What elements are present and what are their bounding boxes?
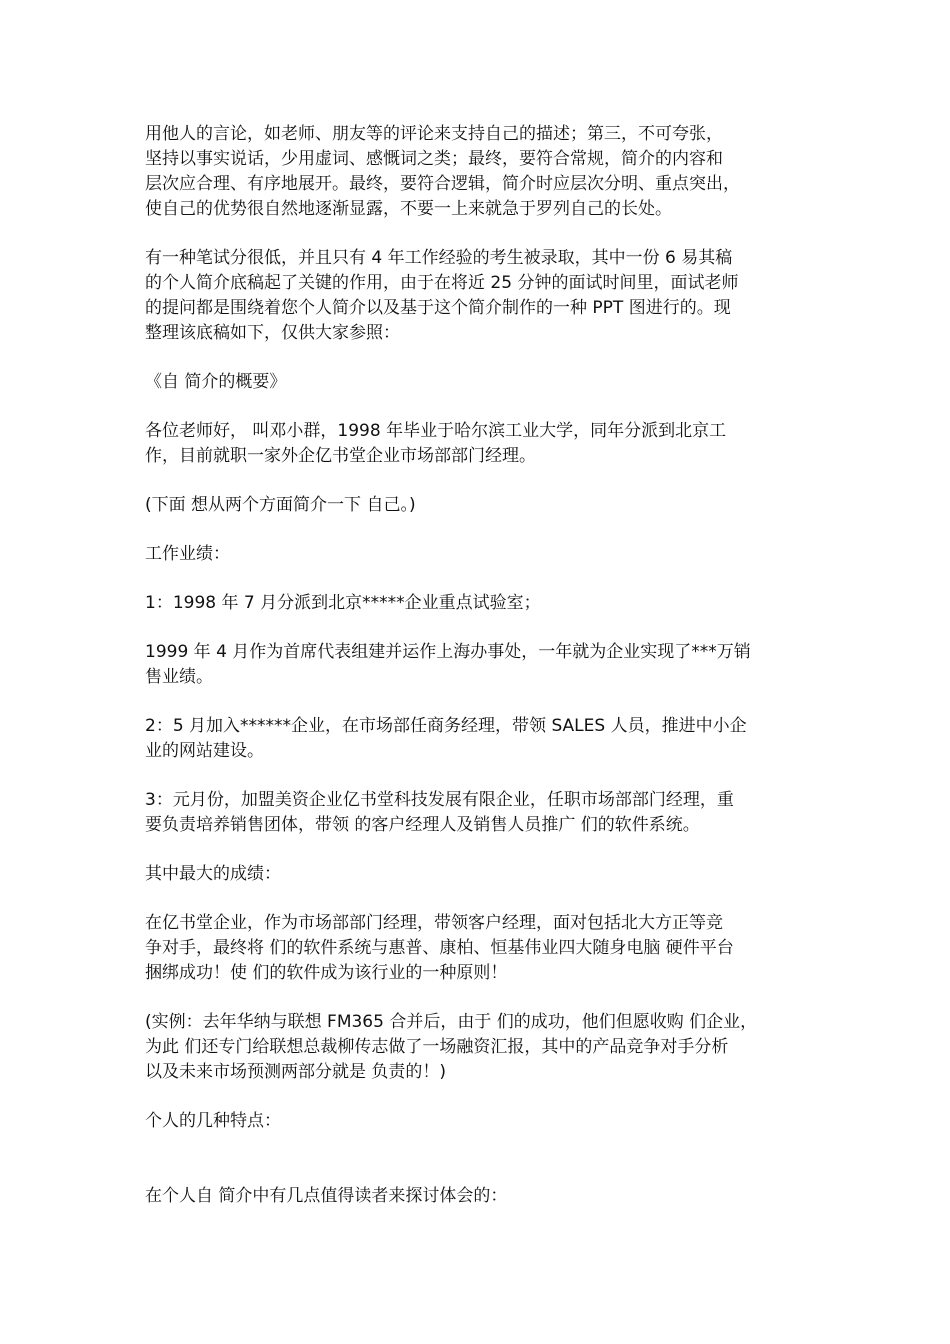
text-line: 捆绑成功！使 们的软件成为该行业的一种原则！ bbox=[145, 963, 508, 983]
paragraph-evaluation-advice bbox=[145, 122, 810, 222]
paragraph-achievement-heading bbox=[145, 862, 810, 887]
paragraph-work-heading bbox=[145, 542, 810, 567]
paragraph-transition bbox=[145, 493, 810, 518]
paragraph-traits-heading bbox=[145, 1109, 810, 1134]
text-line: (实例：去年华纳与联想 FM365 合并后，由于 们的成功，他们但愿收购 们企业， bbox=[145, 1012, 758, 1032]
paragraph-work-item-2 bbox=[145, 714, 810, 764]
paragraph-example-intro bbox=[145, 246, 810, 346]
text-line: 用他人的言论，如老师、朋友等的评论来支持自己的描述；第三，不可夸张， bbox=[145, 124, 723, 144]
text-line: 其中最大的成绩： bbox=[145, 864, 281, 884]
paragraph-greeting bbox=[145, 419, 810, 469]
paragraph-heading bbox=[145, 370, 810, 395]
text-line: 的提问都是围绕着您个人简介以及基于这个简介制作的一种 PPT 图进行的。现 bbox=[145, 298, 731, 318]
text-line: 业的网站建设。 bbox=[145, 741, 264, 761]
text-line: 1：1998 年 7 月分派到北京*****企业重点试验室； bbox=[145, 593, 541, 613]
text-line: (下面 想从两个方面简介一下 自己。) bbox=[145, 495, 416, 515]
text-line: 要负责培养销售团体，带领 的客户经理人及销售人员推广 们的软件系统。 bbox=[145, 815, 700, 835]
text-line: 有一种笔试分很低，并且只有 4 年工作经验的考生被录取，其中一份 6 易其稿 bbox=[145, 248, 733, 268]
paragraph-discussion-intro bbox=[145, 1184, 810, 1209]
text-line: 售业绩。 bbox=[145, 667, 213, 687]
text-line: 层次应合理、有序地展开。最终，要符合逻辑，简介时应层次分明、重点突出， bbox=[145, 174, 740, 194]
paragraph-achievement-detail bbox=[145, 911, 810, 986]
text-line: 《自 简介的概要》 bbox=[145, 372, 287, 392]
text-line: 作，目前就职一家外企亿书堂企业市场部部门经理。 bbox=[145, 446, 536, 466]
paragraph-work-item-3 bbox=[145, 788, 810, 838]
text-line: 以及未来市场预测两部分就是 负责的！) bbox=[145, 1062, 447, 1082]
paragraph-work-item-1 bbox=[145, 591, 810, 616]
text-line: 在个人自 简介中有几点值得读者来探讨体会的： bbox=[145, 1186, 508, 1206]
text-line: 坚持以事实说话，少用虚词、感慨词之类；最终，要符合常规，简介的内容和 bbox=[145, 149, 723, 169]
text-line: 争对手，最终将 们的软件系统与惠普、康柏、恒基伟业四大随身电脑 硬件平台 bbox=[145, 938, 734, 958]
text-line: 为此 们还专门给联想总裁柳传志做了一场融资汇报，其中的产品竞争对手分析 bbox=[145, 1037, 729, 1057]
text-line: 1999 年 4 月作为首席代表组建并运作上海办事处，一年就为企业实现了***万销 bbox=[145, 642, 751, 662]
text-line: 在亿书堂企业，作为市场部部门经理，带领客户经理，面对包括北大方正等竞 bbox=[145, 913, 723, 933]
text-line: 整理该底稿如下，仅供大家参照： bbox=[145, 323, 400, 343]
text-line: 3：元月份，加盟美资企业亿书堂科技发展有限企业，任职市场部部门经理，重 bbox=[145, 790, 734, 810]
text-line: 工作业绩： bbox=[145, 544, 230, 564]
text-line: 各位老师好， 叫邓小群，1998 年毕业于哈尔滨工业大学，同年分派到北京工 bbox=[145, 421, 727, 441]
text-line: 使自己的优势很自然地逐渐显露，不要一上来就急于罗列自己的长处。 bbox=[145, 199, 672, 219]
document-body bbox=[145, 122, 810, 1209]
text-line: 的个人简介底稿起了关键的作用，由于在将近 25 分钟的面试时间里，面试老师 bbox=[145, 273, 739, 293]
text-line: 个人的几种特点： bbox=[145, 1111, 281, 1131]
paragraph-example-case bbox=[145, 1010, 810, 1085]
text-line: 2：5 月加入******企业，在市场部任商务经理，带领 SALES 人员，推进中小企 bbox=[145, 716, 747, 736]
paragraph-work-item-1999 bbox=[145, 640, 810, 690]
